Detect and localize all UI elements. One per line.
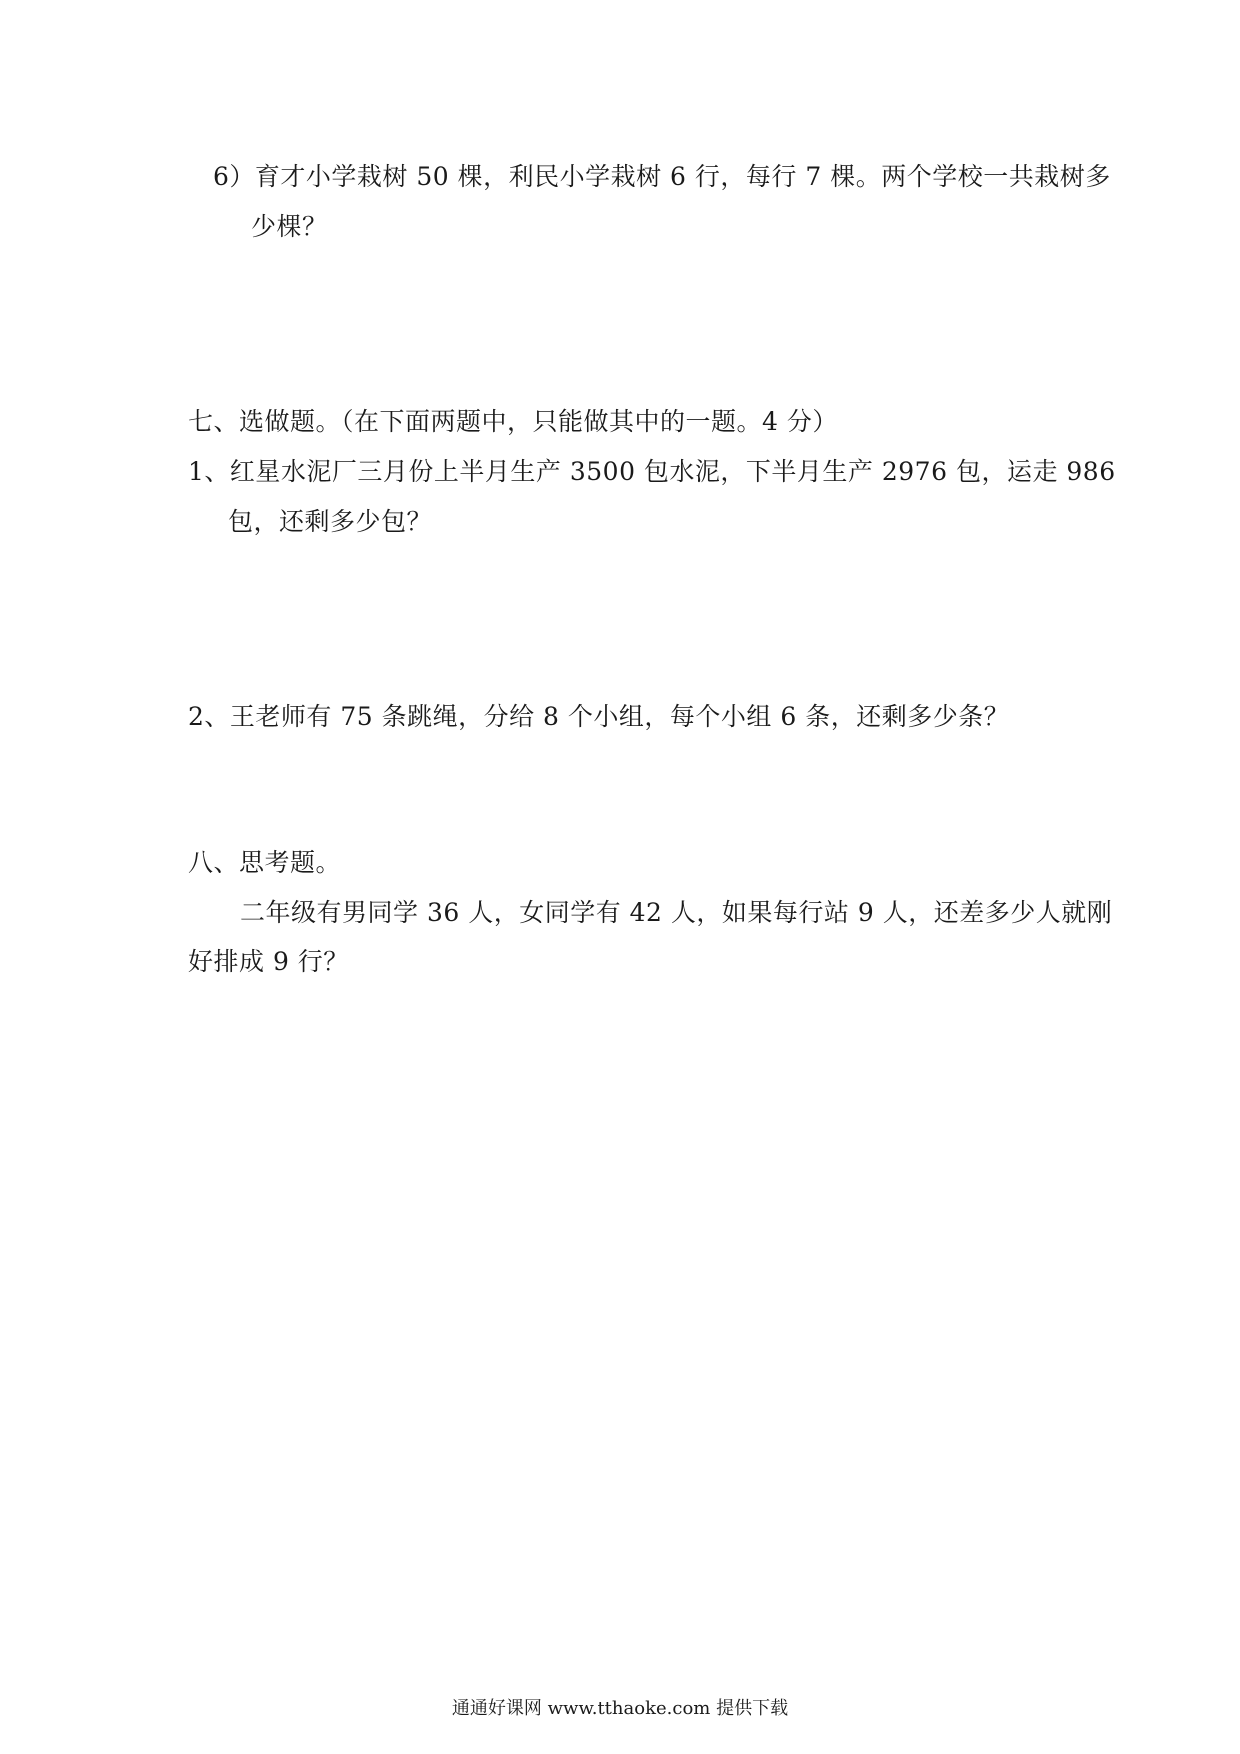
page-footer: 通通好课网 www.tthaoke.com 提供下载	[451, 1698, 789, 1719]
section-7-item-1-line-1: 1、红星水泥厂三月份上半月生产 3500 包水泥，下半月生产 2976 包，运走 986	[188, 457, 1116, 486]
section-8-line-1: 二年级有男同学 36 人，女同学有 42 人，如果每行站 9 人，还差多少人就刚	[240, 898, 1113, 927]
section-8-line-2: 好排成 9 行？	[188, 947, 349, 976]
section-7-item-1-line-2: 包，还剩多少包？	[228, 507, 433, 536]
section-8-heading: 八、思考题。	[188, 848, 342, 877]
question-6-line-1: 6）育才小学栽树 50 棵，利民小学栽树 6 行，每行 7 棵。两个学校一共栽树多	[213, 162, 1111, 191]
section-7-heading: 七、选做题。（在下面两题中，只能做其中的一题。4 分）	[188, 407, 838, 436]
question-6-line-2: 少棵？	[251, 212, 328, 241]
section-7-item-2: 2、王老师有 75 条跳绳，分给 8 个小组，每个小组 6 条，还剩多少条？	[188, 702, 1010, 731]
